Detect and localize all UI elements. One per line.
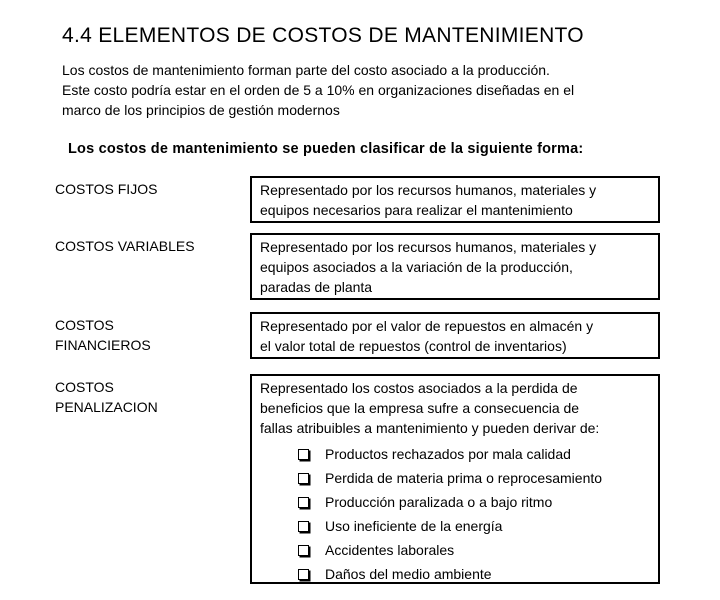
classification-heading: Los costos de mantenimiento se pueden clasificar de la siguiente forma: [68, 141, 584, 157]
description-line: Representado los costos asociados a la perdida de [260, 380, 578, 396]
list-item-text: Producción paralizada o a bajo ritmo [325, 494, 553, 510]
cost-label-penalizacion [55, 377, 158, 417]
penalty-causes-list [260, 442, 658, 586]
list-item-text: Uso ineficiente de la energía [325, 518, 503, 534]
list-item-text: Daños del medio ambiente [325, 566, 492, 582]
checkbox-bullet-icon [298, 545, 309, 556]
checkbox-bullet-icon [298, 449, 309, 460]
cost-description-financieros [250, 312, 660, 359]
page-title: 4.4 ELEMENTOS DE COSTOS DE MANTENIMIENTO [62, 24, 584, 47]
cost-label-line: COSTOS FIJOS [55, 181, 158, 197]
cost-description-fijos [250, 176, 660, 223]
cost-label-variables [55, 236, 195, 256]
list-item-text: Productos rechazados por mala calidad [325, 446, 571, 462]
cost-label-line: COSTOS [55, 379, 114, 395]
intro-line: Los costos de mantenimiento forman parte del costo asociado a la producción. [62, 62, 550, 78]
cost-label-fijos [55, 179, 157, 199]
description-line: equipos asociados a la variación de la producción, [260, 259, 573, 275]
cost-label-line: PENALIZACION [55, 399, 158, 415]
description-line: el valor total de repuestos (control de inventarios) [260, 338, 567, 354]
description-line: equipos necesarios para realizar el mantenimiento [260, 202, 573, 218]
description-line: paradas de planta [260, 279, 373, 295]
checkbox-bullet-icon [298, 497, 309, 508]
checkbox-bullet-icon [298, 473, 309, 484]
description-line: fallas atribuibles a mantenimiento y pueden derivar de: [260, 420, 600, 436]
list-item-text: Perdida de materia prima o reprocesamiento [325, 470, 603, 486]
cost-description-variables [250, 233, 660, 300]
list-item [298, 514, 658, 538]
list-item [298, 466, 658, 490]
description-line: Representado por los recursos humanos, materiales y [260, 182, 597, 198]
description-line: Representado por los recursos humanos, materiales y [260, 239, 597, 255]
cost-label-financieros [55, 315, 151, 355]
list-item [298, 538, 658, 562]
checkbox-bullet-icon [298, 521, 309, 532]
intro-paragraph [62, 60, 662, 120]
intro-line: marco de los principios de gestión modernos [62, 102, 340, 118]
checkbox-bullet-icon [298, 569, 309, 580]
list-item-text: Accidentes laborales [325, 542, 455, 558]
description-line: beneficios que la empresa sufre a consecuencia de [260, 400, 580, 416]
list-item [298, 490, 658, 514]
cost-label-line: COSTOS VARIABLES [55, 238, 195, 254]
cost-description-penalizacion [250, 374, 660, 584]
cost-label-line: COSTOS [55, 317, 114, 333]
cost-label-line: FINANCIEROS [55, 337, 151, 353]
list-item [298, 562, 658, 586]
description-line: Representado por el valor de repuestos en almacén y [260, 318, 594, 334]
intro-line: Este costo podría estar en el orden de 5 a 10% en organizaciones diseñadas en el [62, 82, 575, 98]
list-item [298, 442, 658, 466]
